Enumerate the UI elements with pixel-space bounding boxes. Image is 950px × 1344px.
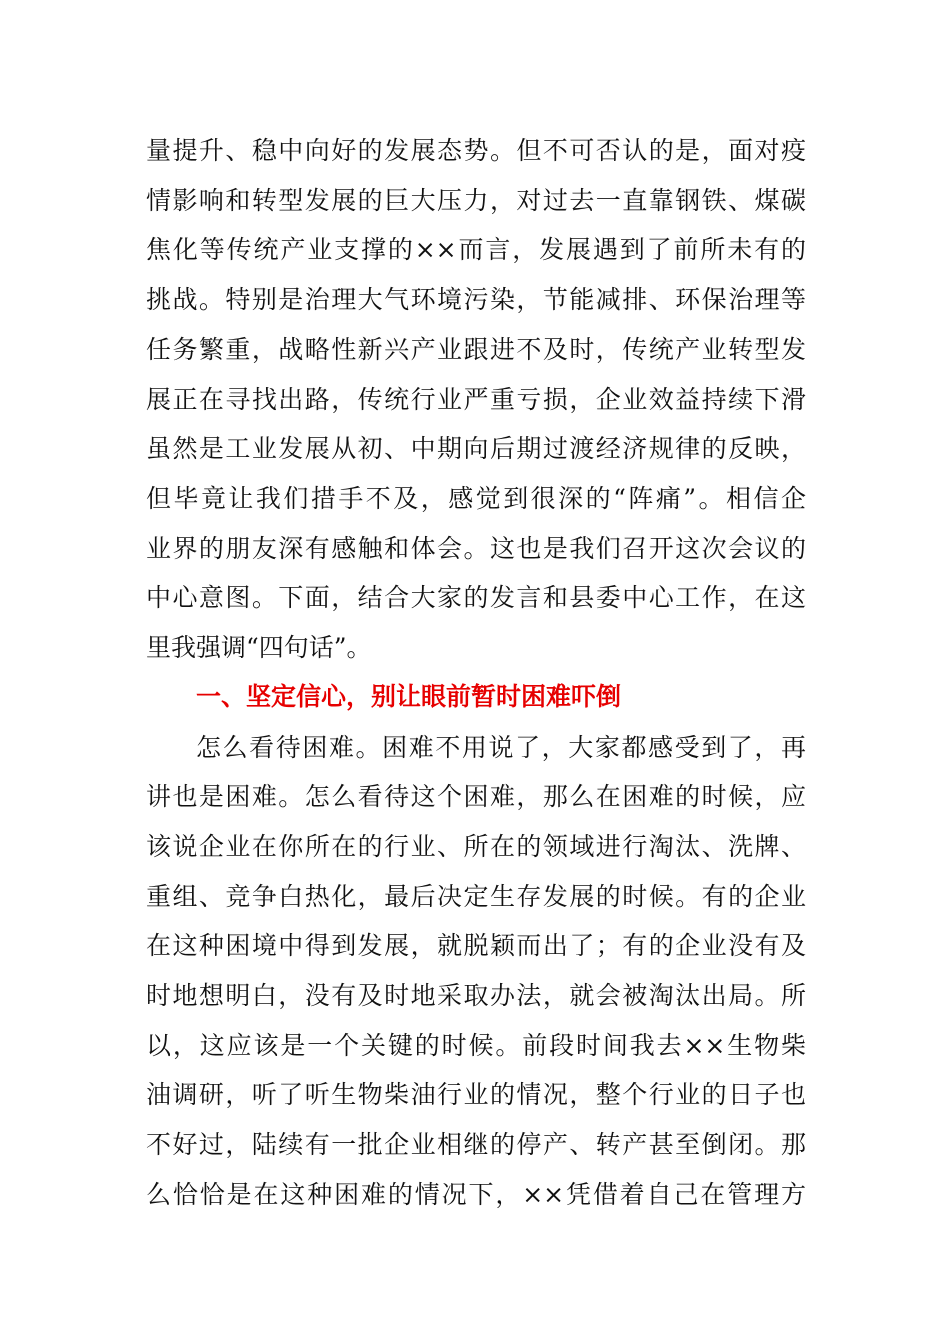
paragraph-line: 情影响和转型发展的巨大压力，对过去一直靠钢铁、煤碳 <box>146 186 806 215</box>
paragraph-line: 么恰恰是在这种困难的情况下，××凭借着自己在管理方 <box>146 1180 806 1209</box>
paragraph-line: 该说企业在你所在的行业、所在的领域进行淘汰、洗牌、 <box>146 832 806 861</box>
paragraph-line: 虽然是工业发展从初、中期向后期过渡经济规律的反映， <box>146 434 806 463</box>
paragraph-line: 中心意图。下面，结合大家的发言和县委中心工作，在这 <box>146 583 806 612</box>
paragraph-line: 业界的朋友深有感触和体会。这也是我们召开这次会议的 <box>146 534 806 563</box>
paragraph-line: 不好过，陆续有一批企业相继的停产、转产甚至倒闭。那 <box>146 1130 806 1159</box>
paragraph-line: 怎么看待困难。困难不用说了，大家都感受到了，再 <box>196 733 806 762</box>
paragraph-line: 挑战。特别是治理大气环境污染，节能减排、环保治理等 <box>146 285 806 314</box>
paragraph-line: 油调研，听了听生物柴油行业的情况，整个行业的日子也 <box>146 1080 806 1109</box>
paragraph-line: 任务繁重，战略性新兴产业跟进不及时，传统产业转型发 <box>146 335 806 364</box>
paragraph-line: 在这种困境中得到发展，就脱颖而出了；有的企业没有及 <box>146 931 806 960</box>
paragraph-line: 但毕竟让我们措手不及，感觉到很深的“阵痛”。相信企 <box>146 484 806 513</box>
paragraph-line: 焦化等传统产业支撑的××而言，发展遇到了前所未有的 <box>146 235 806 264</box>
paragraph-line: 里我强调“四句话”。 <box>146 633 372 662</box>
section-heading: 一、坚定信心，别让眼前暂时困难吓倒 <box>196 682 622 711</box>
paragraph-line: 展正在寻找出路，传统行业严重亏损，企业效益持续下滑 <box>146 385 806 414</box>
paragraph-line: 时地想明白，没有及时地采取办法，就会被淘汰出局。所 <box>146 981 806 1010</box>
paragraph-line: 量提升、稳中向好的发展态势。但不可否认的是，面对疫 <box>146 136 806 165</box>
paragraph-line: 重组、竞争白热化，最后决定生存发展的时候。有的企业 <box>146 882 806 911</box>
paragraph-line: 以，这应该是一个关键的时候。前段时间我去××生物柴 <box>146 1031 806 1060</box>
paragraph-line: 讲也是困难。怎么看待这个困难，那么在困难的时候，应 <box>146 782 806 811</box>
